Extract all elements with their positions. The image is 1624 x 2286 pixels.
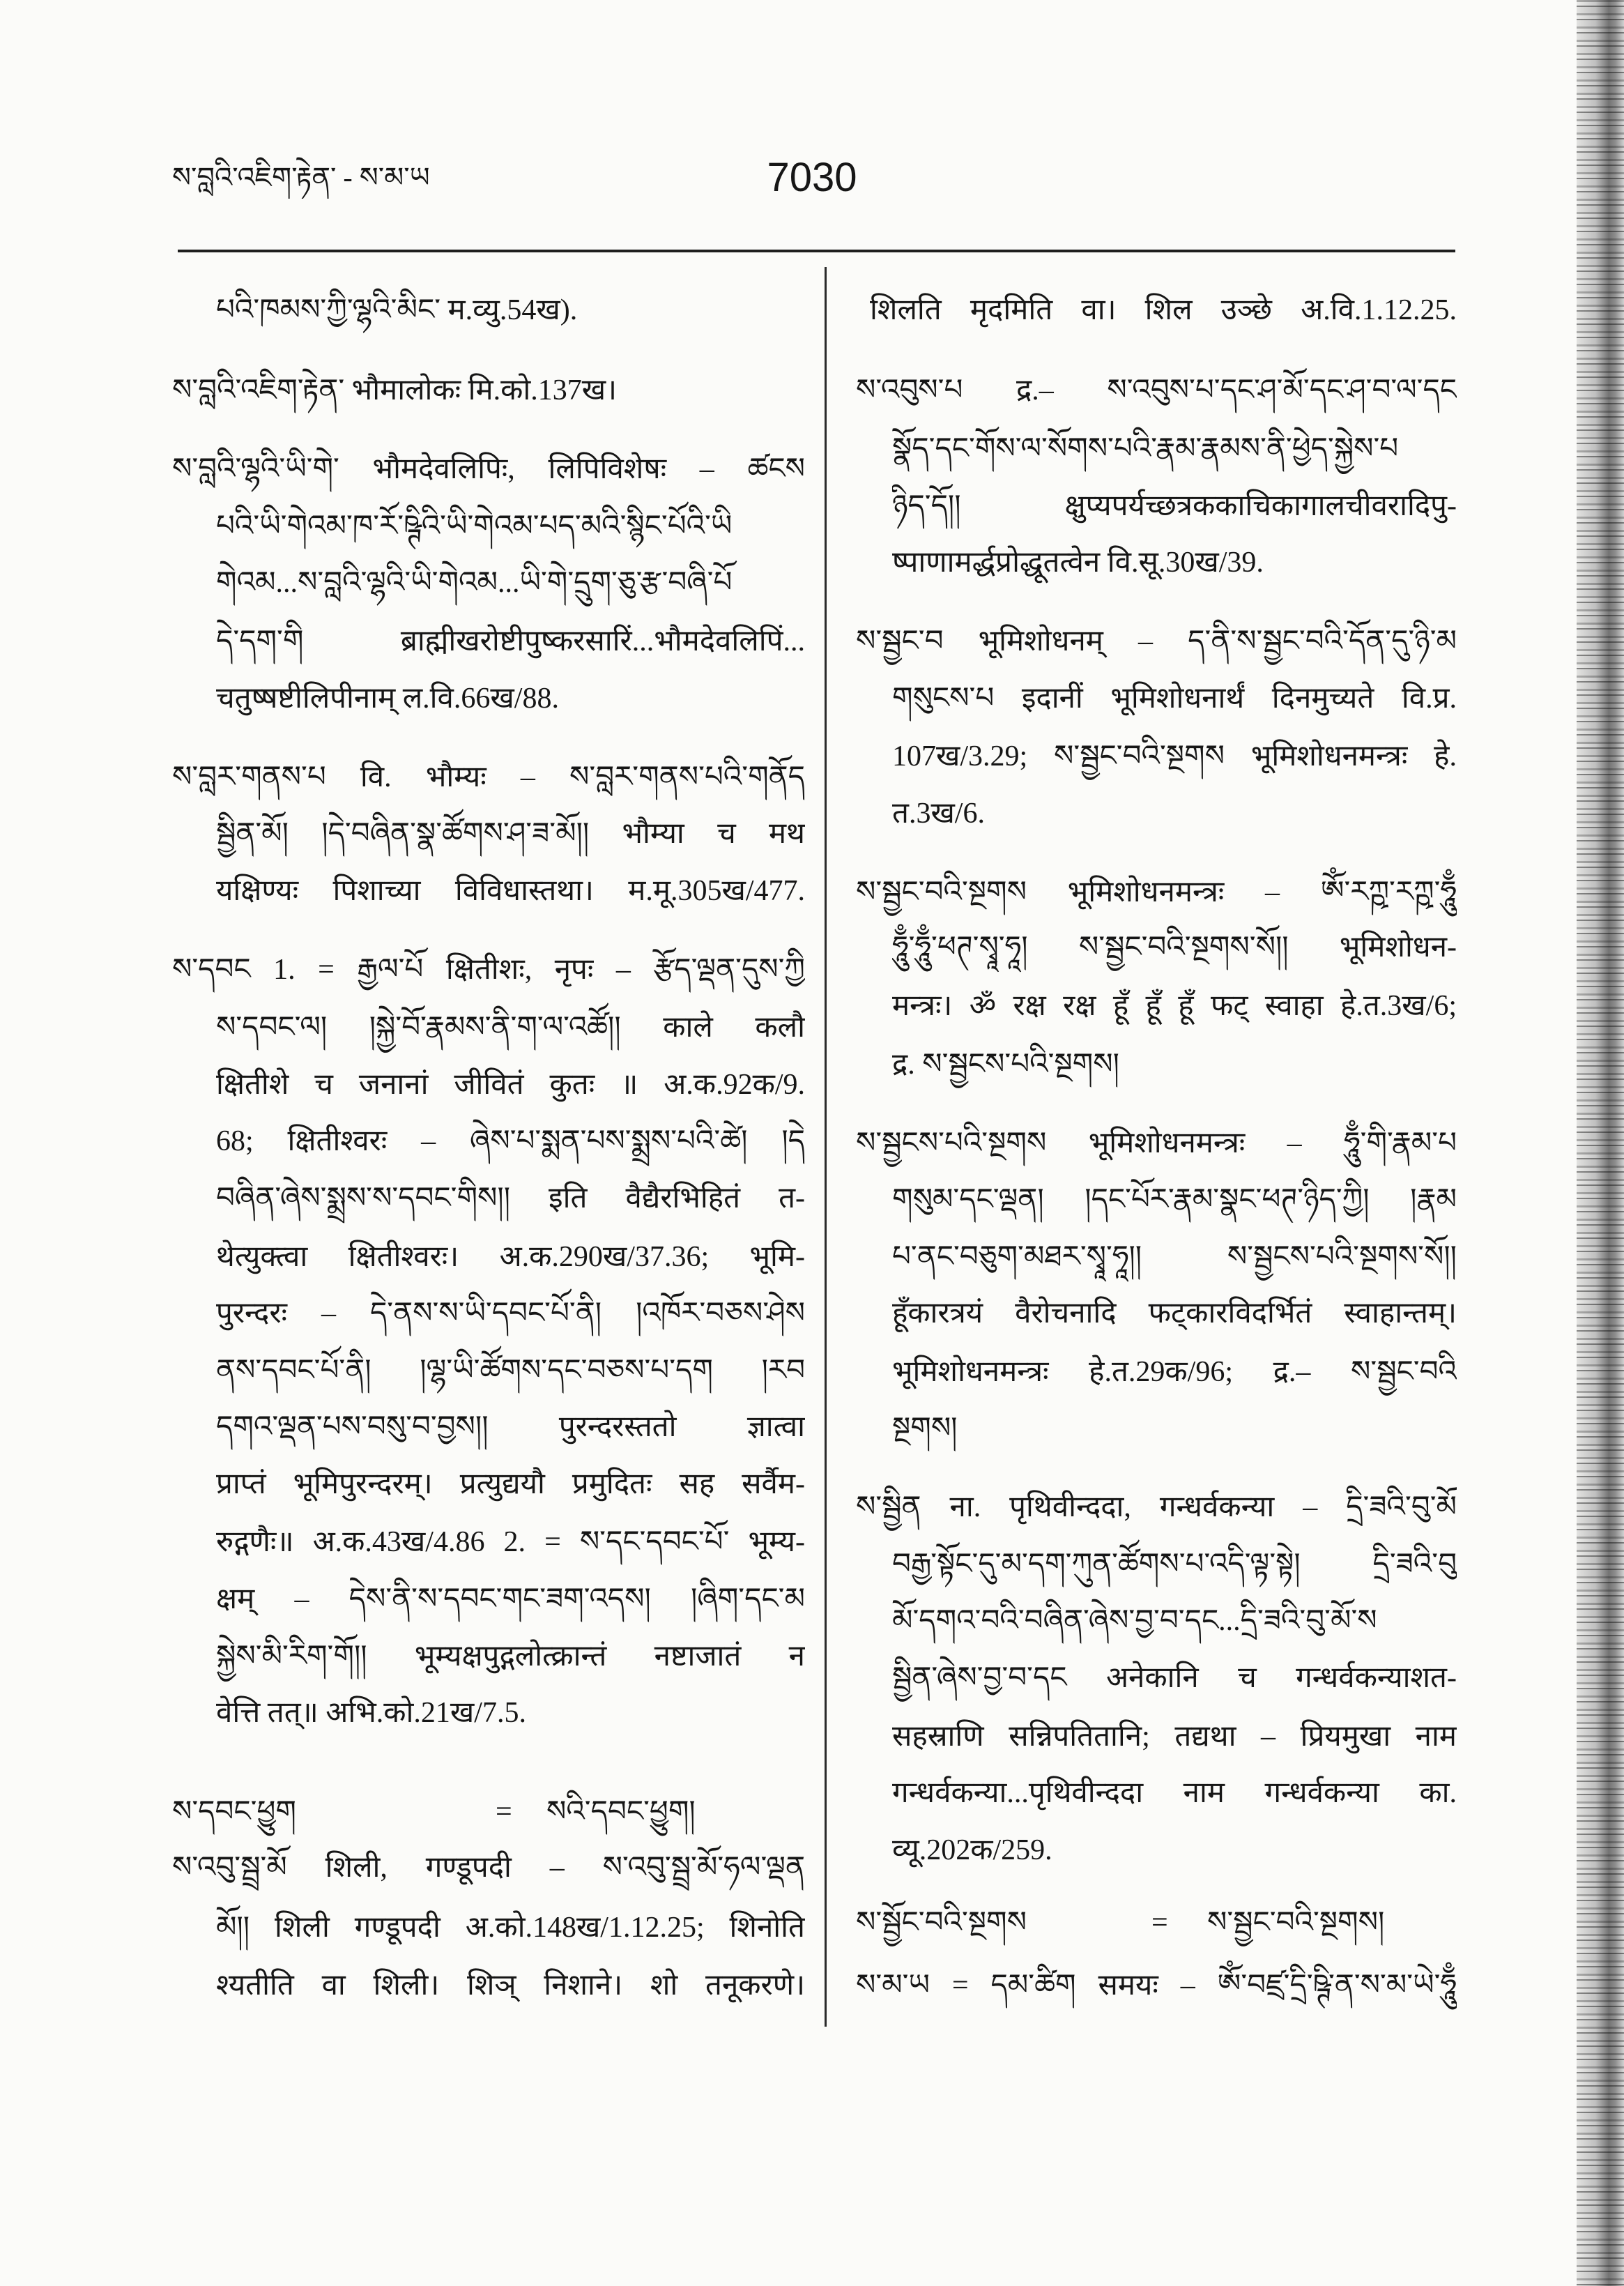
- entry-line: ས་དབང་ལ། །སྐྱེ་བོ་རྣམས་ནི་ག་ལ་འཚོ།། काले कलौ: [216, 1012, 805, 1044]
- entry-line: पुरन्दरः – དེ་ནས་ས་ཡི་དབང་པོ་ནི། །འཁོར་བཅས་ཤེས: [216, 1297, 805, 1329]
- entry-line: रुद्गणैः॥ अ.क.43ख/4.86 2. = ས་དང་དབང་པོ་ भूम्य-: [216, 1526, 805, 1558]
- entry-headword-line: ས་སྦྱངས་པའི་སྔགས भूमिशोधनमन्त्रः – ཧཱུྃ་གི་རྣམ་པ: [856, 1127, 1457, 1159]
- entry-line: གསུམ་དང་ལྡན། །དང་པོར་རྣམ་སྣང་ཕཊ་ཉིད་ཀྱི། །རྣམ: [892, 1184, 1457, 1216]
- entry-line: गन्धर्वकन्या...पृथिवीन्ददा नाम गन्धर्वकन्या का.: [892, 1777, 1457, 1809]
- left-column: [172, 0, 805, 2286]
- entry-line: थेत्युक्त्वा क्षितीश्वरः। अ.क.290ख/37.36; भूमि-: [216, 1241, 805, 1273]
- cross-reference-line: [172, 1783, 805, 1841]
- entry-headword-line: ས་བླར་གནས་པ वि. भौम्यः – ས་བླར་གནས་པའི་གནོད: [172, 761, 805, 793]
- entry-line: क्षितीशे च जनानां जीवितं कुतः ॥ अ.क.92क/9.: [216, 1069, 805, 1101]
- entry-headword-line: ས་སྦྱང་བ भूमिशोधनम् – ད་ནི་ས་སྦྱང་བའི་དོན་དུ་ཉི་མ: [856, 625, 1457, 657]
- entry-line: བརྒྱ་སྟོང་དུ་མ་དག་ཀུན་ཚོགས་པ་འདི་ལྟ་སྟེ། དྲི་ཟའི་བུ: [892, 1548, 1457, 1580]
- entry-line: 107ख/3.29; ས་སྦྱང་བའི་སྔགས भूमिशोधनमन्त्रः हे.: [892, 740, 1457, 772]
- cross-reference-target: སའི་དབང་ཕྱུག།: [546, 1796, 696, 1828]
- entry-line: व्यू.202क/259.: [892, 1834, 1052, 1866]
- cross-reference-target: ས་སྦྱང་བའི་སྔགས།: [1207, 1907, 1385, 1939]
- entry-line: त.3ख/6.: [892, 798, 985, 830]
- cross-reference-headword: ས་སྦྱོང་བའི་སྔགས: [856, 1907, 1027, 1939]
- entry-headword-line: ས་དབང 1. = རྒྱལ་པོ क्षितीशः, नृपः – རྩོད་ལྡན་དུས་ཀྱི: [172, 954, 805, 986]
- entry-line: བཞིན་ཞེས་སྨྲས་ས་དབང་གིས།། इति वैद्यैरभिहितं त-: [216, 1182, 805, 1214]
- entry-line: ཧཱུྃ་ཧཱུྃ་ཕཊ་སྭཱ་ཧཱ། ས་སྦྱང་བའི་སྔགས་སོ།། भूमिशोधन-: [892, 931, 1457, 963]
- entry-line: 68; क्षितीश्वरः – ཞེས་པ་སྨན་པས་སྨྲས་པའི་ཚེ། །དེ: [216, 1125, 805, 1157]
- entry-line: श्यतीति वा शिली। शिञ् निशाने। शो तनूकरणे।: [216, 1969, 805, 2002]
- entry-headword-line: ས་སྦྱང་བའི་སྔགས भूमिशोधनमन्त्रः – ཨོཾ་རཀྵ་རཀྵ་ཧཱུྃ: [856, 876, 1457, 908]
- entry-line: མོ་དགའ་བའི་བཞིན་ཞེས་བྱ་བ་དང...དྲི་ཟའི་བུ་མོ་ས: [892, 1605, 1377, 1637]
- entry-line: སྔགས།: [892, 1412, 958, 1445]
- entry-line: སྦྱིན་མོ། །དེ་བཞིན་སྣ་ཚོགས་ཤ་ཟ་མོ།། भौम्या च मथ: [216, 818, 805, 850]
- entry-line: द्र. ས་སྦྱངས་པའི་སྔགས།: [892, 1049, 1119, 1081]
- entry-line: यक्षिण्यः पिशाच्या विविधास्तथा। म.मू.305ख/477.: [216, 875, 805, 907]
- entry-line: ཉིད་དོ།། क्षुप्यपर्यच्छत्रककाचिकागालचीवरादिपु-: [892, 490, 1457, 522]
- equals-sign: =: [1151, 1907, 1168, 1939]
- entry-line: शिलति मृदमिति वा। शिल उञ्छे अ.वि.1.12.25.: [870, 294, 1457, 326]
- cross-reference-headword: ས་དབང་ཕྱུག: [172, 1796, 296, 1828]
- entry-line: གེའམ...ས་བླའི་ལྷའི་ཡི་གེའམ...ཡི་གེ་དྲུག་ཅུ་རྩ་བཞི་པོ: [216, 567, 733, 599]
- entry-line: པའི་ཡི་གེའམ་ཁ་རོ་ཥྚིའི་ཡི་གེའམ་པད་མའི་སྙིང་པོའི་ཡི: [216, 510, 733, 542]
- scanner-edge-shadow: [1577, 0, 1624, 2286]
- entry-headword-line: ས་བླའི་ལྷའི་ཡི་གེ་ भौमदेवलिपिः, लिपिविशेषः – ཚངས: [172, 453, 805, 485]
- entry-line: सहस्राणि सन्निपतितानि; तद्यथा – प्रियमुखा नाम: [892, 1721, 1457, 1753]
- entry-line: मन्त्रः। ॐ रक्ष रक्ष हूँ हूँ हूँ फट् स्वाहा हे.त.3ख/6;: [892, 990, 1457, 1022]
- equals-sign: =: [496, 1796, 512, 1828]
- entry-line: མོ།། शिली गण्डूपदी अ.को.148ख/1.12.25; शिनोति: [216, 1912, 805, 1944]
- entry-line: चतुष्षष्टीलिपीनाम् ल.वि.66ख/88.: [216, 683, 559, 715]
- entry-line: དགའ་ལྡན་པས་བསུ་བ་བྱས།། पुरन्दरस्ततो ज्ञात्वा: [216, 1411, 805, 1443]
- entry-headword-line: ས་མ་ཡ = དམ་ཚིག समयः – ཨོཾ་བཛྲ་དྲི་ཥྚི་ན་ས་མ་ཡེ་ཧཱུྃ: [856, 1969, 1457, 2002]
- entry-headword-line: ས་འབུས་པ द्र.– ས་འབུས་པ་དང་ཤ་མོ་དང་ཤ་བ་ལ་དང: [856, 374, 1457, 406]
- entry-line: པའི་ཁམས་ཀྱི་ལྷའི་མིང་ म.व्यु.54ख).: [216, 294, 578, 326]
- entry-line: སྣོད་དང་གོས་ལ་སོགས་པའི་རྣམ་རྣམས་ནི་ཕྱེད་སྐྱེས་པ: [892, 433, 1399, 465]
- entry-line: ष्पाणामर्द्धप्रोद्धूतत्वेन वि.सू.30ख/39.: [892, 547, 1264, 579]
- entry-headword-line: ས་འབུ་སྦྲ་མོ शिली, गण्डूपदी – ས་འབུ་སྦྲ་མོ་ཧལ་ལྡན: [172, 1852, 805, 1884]
- page-number: 7030: [767, 155, 857, 200]
- entry-line: སྐྱེས་མི་རིག་གོ།། भूम्यक्षपुद्गलोत्क्रान्तं नष्टाजातं न: [216, 1640, 805, 1672]
- entry-line: ནས་དབང་པོ་ནི། །ལྷ་ཡི་ཚོགས་དང་བཅས་པ་དག །རབ: [216, 1355, 805, 1387]
- cross-reference-line: [856, 1894, 1457, 1951]
- right-column: [856, 0, 1457, 2286]
- entry-line: དེ་དག་གི ब्राह्मीखरोष्टीपुष्करसारिं...भौमदेवलिपिं...: [216, 625, 805, 657]
- entry-headword-line: ས་སྦྱིན ना. पृथिवीन्ददा, गन्धर्वकन्या – དྲི་ཟའི་བུ་མོ: [856, 1491, 1457, 1523]
- entry-line: वेत्ति तत्॥ अभि.को.21ख/7.5.: [216, 1697, 526, 1729]
- entry-headword-line: ས་བླའི་འཇིག་རྟེན་ भौमालोकः मि.को.137ख।: [172, 374, 618, 406]
- entry-line: हूँकारत्रयं वैरोचनादि फट्कारविदर्भितं स्वाहान्तम्।: [892, 1297, 1457, 1329]
- entry-line: པ་ནང་བཅུག་མཐར་སྭཱ་ཧཱ།། ས་སྦྱངས་པའི་སྔགས་སོ།།: [892, 1241, 1457, 1273]
- entry-line: भूमिशोधनमन्त्रः हे.त.29क/96; द्र.– ས་སྦྱང་བའི: [892, 1356, 1457, 1388]
- entry-line: སྦྱིན་ཞེས་བྱ་བ་དང अनेकानि च गन्धर्वकन्याशत-: [892, 1662, 1457, 1694]
- entry-line: གསུངས་པ इदानीं भूमिशोधनार्थं दिनमुच्यते वि.प्र.: [892, 683, 1457, 715]
- column-divider: [825, 267, 827, 2027]
- entry-line: क्षम् – དེས་ནི་ས་དབང་གང་ཟག་འདས། །ཞིག་དང་མ: [216, 1583, 805, 1615]
- entry-line: प्राप्तं भूमिपुरन्दरम्। प्रत्युद्ययौ प्रमुदितः सह सर्वैम-: [216, 1468, 805, 1500]
- running-head: ས་བླའི་འཇིག་རྟེན་ - ས་མ་ཡ: [172, 162, 430, 193]
